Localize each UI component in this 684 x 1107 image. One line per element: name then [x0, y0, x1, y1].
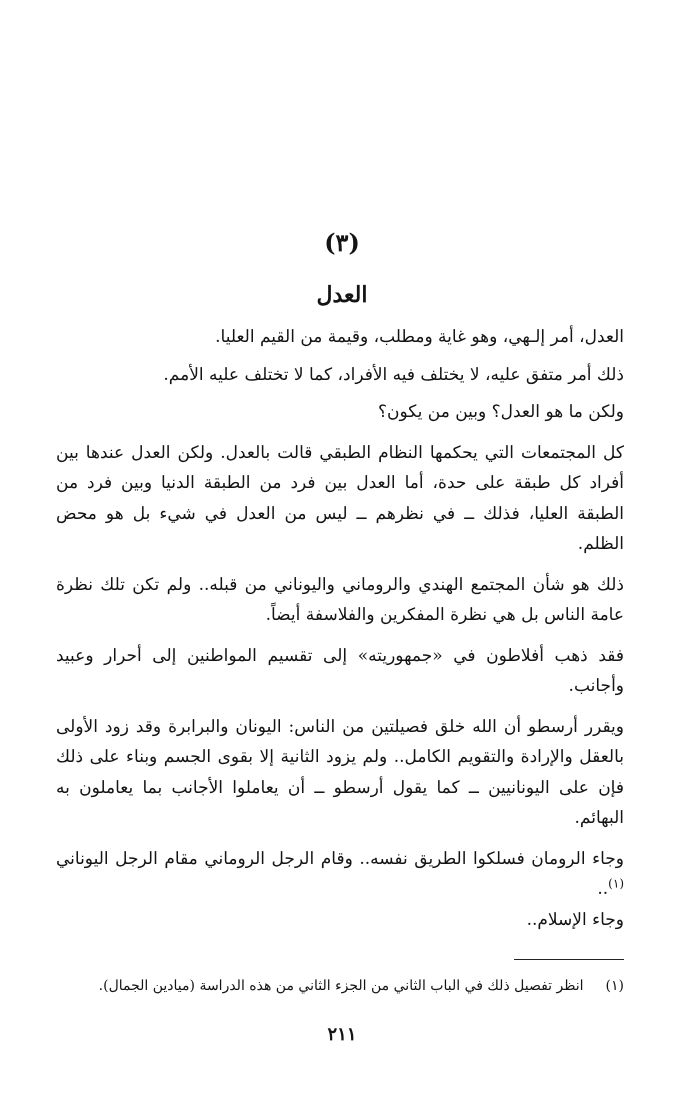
- footnote-number: (١): [605, 978, 624, 994]
- paragraph-8-text: وجاء الرومان فسلكوا الطريق نفسه.. وقام الرجل الروماني مقام الرجل اليوناني: [56, 848, 624, 869]
- paragraph-2: ذلك أمر متفق عليه، لا يختلف فيه الأفراد، كما لا تختلف عليه الأمم.: [163, 364, 624, 385]
- paragraph-9: وجاء الإسلام..: [526, 909, 624, 930]
- paragraph-3: ولكن ما هو العدل؟ وبين من يكون؟: [377, 402, 624, 422]
- chapter-number: (٣): [324, 228, 360, 257]
- footnote: [56, 978, 624, 994]
- paragraph-7: ويقرر أرسطو أن الله خلق فصيلتين من الناس: اليونان والبرابرة وقد زود الأولى بالعقل والإرادة والتقويم الكامل.. ولم يزود الثانية إلا بقوى الجسم وبناء على ذلك فإن على اليونانيين ــ كما يقول أرسطو ــ أن يعاملوا الأجانب بما يعاملون به البهائم.: [56, 716, 624, 828]
- paragraph-4: كل المجتمعات التي يحكمها النظام الطبقي قالت بالعدل. ولكن العدل عندها بين أفراد كل طبقة على حدة، أما العدل بين فرد من الطبقة الدنيا وبين فرد من الطبقة العليا، فذلك ــ في نظرهم ــ ليس من العدل في شيء بل هو محض الظلم.: [56, 442, 624, 554]
- paragraph-8: [56, 844, 624, 905]
- paragraph-5: ذلك هو شأن المجتمع الهندي والروماني واليوناني من قبله.. ولم تكن تلك نظرة عامة الناس بل هي نظرة المفكرين والفلاسفة أيضاً.: [56, 574, 624, 625]
- page-number: ٢١١: [327, 1024, 357, 1045]
- paragraph-8-ellipsis: ..: [597, 879, 609, 899]
- body-text: [56, 322, 624, 935]
- paragraph-6: فقد ذهب أفلاطون في «جمهوريته» إلى تقسيم المواطنين إلى أحرار وعبيد وأجانب.: [56, 645, 624, 696]
- footnote-text: انظر تفصيل ذلك في الباب الثاني من الجزء الثاني من هذه الدراسة (ميادين الجمال).: [98, 978, 584, 994]
- footnote-reference[interactable]: (١): [608, 876, 624, 891]
- footnote-divider: [514, 959, 624, 960]
- chapter-title: العدل: [316, 282, 368, 308]
- paragraph-1: العدل، أمر إلـهي، وهو غاية ومطلب، وقيمة من القيم العليا.: [215, 327, 624, 347]
